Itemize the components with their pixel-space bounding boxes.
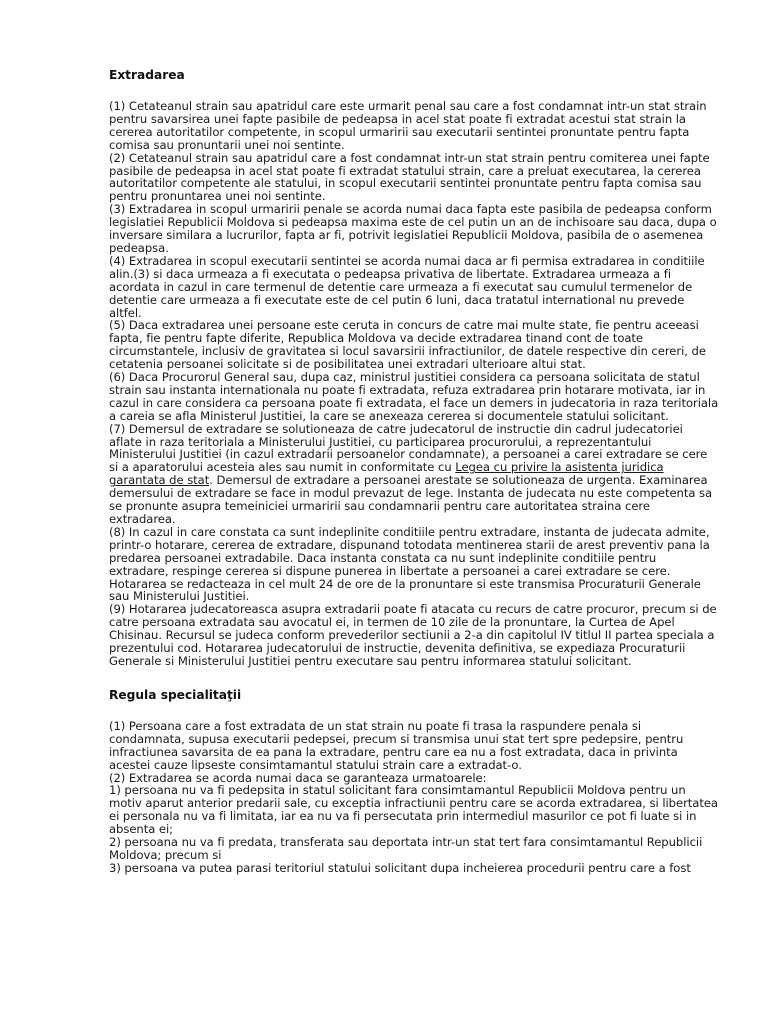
- paragraph-1: (1) Cetateanul strain sau apatridul care este urmarit penal sau care a fost condamnat intr-un stat strain pentru savarsirea unei fapte pasibile de pedeapsa in acel stat poate fi extradat acestui stat strain la cererea autoritatilor competente, in scopul urmaririi sau executarii sentintei pronuntate pentru fapta comisa sau pronuntarii unei noi sentinte.: [109, 99, 707, 152]
- paragraph-4: (4) Extradarea in scopul executarii sentintei se acorda numai daca ar fi permisa extradarea in conditiile alin.(3) si daca urmeaza a fi executata o pedeapsa privativa de libertate. Extradarea urmeaza a fi acordata in cazul in care termenul de detentie care urmeaza a fi executat sau cumulul termenelor de detentie care urmeaza a fi executate este de cel putin 6 luni, daca tratatul international nu prevede altfel.: [109, 253, 705, 320]
- document-body: [109, 68, 719, 875]
- rule-paragraph-1: (1) Persoana care a fost extradata de un stat strain nu poate fi trasa la raspundere penala si condamnata, supusa executarii pedepsei, precum si transmisa unui stat tert spre pedepsire, pentru infractiunea savarsita de ea pana la extradare, pentru care ea nu a fost extradata, daca in privinta acestei cauze lipseste consimtamantul statului strain care a extradat-o.: [109, 718, 684, 772]
- rule-paragraph-2: (2) Extradarea se acorda numai daca se garanteaza urmatoarele:: [109, 770, 487, 785]
- legal-aid-law-link[interactable]: Legea cu privire la asistenta juridica garantata de stat: [109, 460, 664, 488]
- rule-item-2: 2) persoana nu va fi predata, transferata sau deportata intr-un stat tert fara consimtamantul Republicii Moldova; precum si: [109, 835, 703, 862]
- section-title-extradarea: Extradarea: [109, 68, 185, 82]
- paragraph-9: (9) Hotararea judecatoreasca asupra extradarii poate fi atacata cu recurs de catre procuror, precum si de catre persoana extradata sau avocatul ei, in termen de 10 zile de la pronuntare, la Curtea de Apel Chisinau. Recursul se judeca conform prevederilor sectiunii a 2-a din capitolul IV titlul II partea speciala a prezentului cod. Hotararea judecatorului de instructie, devenita definitiva, se expediaza Procuraturii Generale si Ministerului Justitiei pentru executare sau pentru informarea statului solicitant.: [109, 602, 717, 668]
- paragraph-7-text-end: . Demersul de extradare a persoanei arestate se solutioneaza de urgenta. Examinarea demersului de extradare se face in modul prevazut de lege. Instanta de judecata nu este competenta sa se pronunte asupra temeiniciei urmaririi sau condamnarii pentru care autoritatea straina cere extradarea.: [109, 473, 713, 526]
- paragraph-3: (3) Extradarea in scopul urmaririi penale se acorda numai daca fapta este pasibila de pedeapsa conform legislatiei Republicii Moldova si pedeapsa maxima este de cel putin un an de inchisoare sau daca, dupa o inversare similara a lucrurilor, fapta ar fi, potrivit legislatiei Republicii Moldova, pasibila de o asemenea pedeapsa.: [109, 202, 717, 255]
- paragraph-8: (8) In cazul in care constata ca sunt indeplinite conditiile pentru extradare, instanta de judecata admite, printr-o hotarare, cererea de extradare, dispunand totodata mentinerea starii de arest preventiv pana la predarea persoanei extradabile. Daca instanta constata ca nu sunt indeplinite conditiile pentru extradare, respinge cererea si dispune punerea in libertate a persoanei a carei extradare se cere. Hotararea se redacteaza in cel mult 24 de ore de la pronuntare si este transmisa Procuraturii Generale sau Ministerului Justitiei.: [109, 524, 710, 604]
- paragraph-7: [109, 423, 719, 526]
- rule-item-3: 3) persoana va putea parasi teritoriul statului solicitant dupa incheierea procedurii pentru care a fost: [109, 860, 691, 875]
- section-title-specialty-rule: Regula specialitaţii: [109, 687, 242, 702]
- paragraph-2: (2) Cetateanul strain sau apatridul care a fost condamnat intr-un stat strain pentru comiterea unei fapte pasibile de pedeapsa in acel stat poate fi extradat statului strain, care a preluat executarea, la cererea autoritatilor competente ale statului, in scopul executarii sentintei pronuntate pentru fapta comisa sau pentru pronuntarea unei noi sentinte.: [109, 150, 710, 204]
- paragraph-6: (6) Daca Procurorul General sau, dupa caz, ministrul justitiei considera ca persoana solicitata de statul strain sau instanta internationala nu poate fi extradata, refuza extradarea prin hotarare motivata, iar in cazul in care considera ca persoana poate fi extradata, el face un demers in judecatoria in raza teritoriala a careia se afla Ministerul Justitiei, la care se anexeaza cererea si documentele statului solicitant.: [109, 370, 719, 423]
- paragraph-7-text-start: (7) Demersul de extradare se solutioneaza de catre judecatorul de instructie din cadrul judecatoriei aflate in raza teritoriala a Ministerului Justitiei, cu participarea procurorului, a reprezentantului Ministerului Justitiei (in cazul extradarii persoanelor condamnate), a persoanei a carei extradare se cere si a aparatorului acesteia ales sau numit in conformitate cu: [109, 421, 708, 475]
- rule-item-1: 1) persoana nu va fi pedepsita in statul solicitant fara consimtamantul Republicii Moldova pentru un motiv aparut anterior predarii sale, cu exceptia infractiunii pentru care se acorda extradarea, si libertatea ei personala nu va fi limitata, iar ea nu va fi persecutata prin intermediul masurilor ce pot fi luate si in absenta ei;: [109, 783, 718, 837]
- paragraph-5: (5) Daca extradarea unei persoane este ceruta in concurs de catre mai multe state, fie pentru aceeasi fapta, fie pentru fapte diferite, Republica Moldova va decide extradarea tinand cont de toate circumstantele, inclusiv de gravitatea si locul savarsirii infractiunilor, de datele respective din cereri, de cetatenia persoanei solicitate si de posibilitatea unei extradari ulterioare altui stat.: [109, 318, 706, 372]
